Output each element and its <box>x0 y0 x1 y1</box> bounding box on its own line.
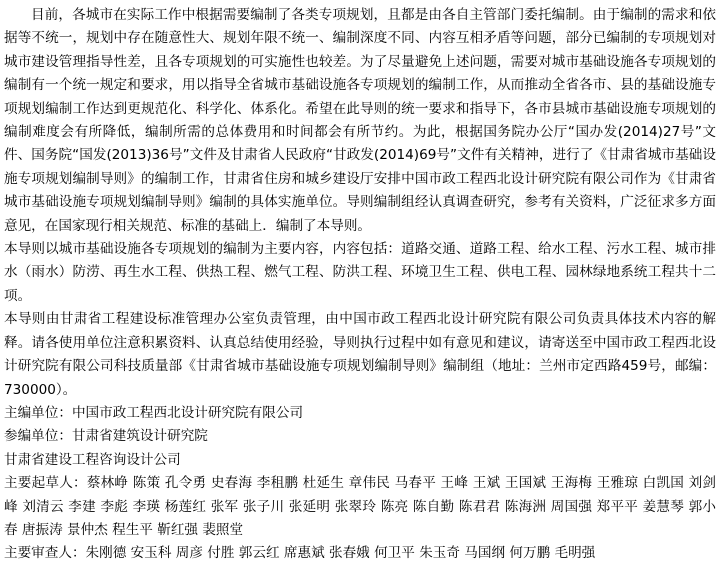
chief-editor-unit: 主编单位：中国市政工程西北设计研究院有限公司 <box>4 404 304 421</box>
main-drafters: 主要起草人：蔡林峥 陈策 孔令勇 史春海 李租鹏 杜延生 章伟民 马春平 王峰 王斌 王国斌 王海梅 王雅琼 白凯国 刘剑峰 刘清云 李建 李彪 李瑛 杨莲红 张军 张子川 张延明 张翠玲 陈亮 陈自勤 陈君君 陈海洲 周国强 郑平平 姜慧琴 郭小春 唐振涛 景仲杰 程生平 靳红强 裴照堂 <box>4 475 716 538</box>
participating-unit: 参编单位：甘肃省建筑设计研究院 <box>4 428 208 445</box>
scope-paragraph: 本导则以城市基础设施各专项规划的编制为主要内容，内容包括：道路交通、道路工程、给水工程、污水工程、城市排水（雨水）防涝、再生水工程、供热工程、燃气工程、防洪工程、环境卫生工程、供电工程、园林绿地系统工程共十二项。 <box>4 241 716 304</box>
main-reviewers: 主要审查人：朱刚德 安玉科 周彦 付胜 郭云红 席惠斌 张春娥 何卫平 朱玉奇 马国纲 何万鹏 毛明强 <box>4 545 596 562</box>
management-paragraph: 本导则由甘肃省工程建设标准管理办公室负责管理，由中国市政工程西北设计研究院有限公司负责具体技术内容的解释。请各使用单位注意积累资料、认真总结使用经验，导则执行过程中如有意见和建议，请寄送至中国市政工程西北设计研究院有限公司科技质量部《甘肃省城市基础设施专项规划编制导则》编制组（地址：兰州市定西路459号，邮编：730000）。 <box>4 311 716 398</box>
intro-paragraph: 目前，各城市在实际工作中根据需要编制了各类专项规划，且都是由各自主管部门委托编制。由于编制的需求和依据等不统一，规划中存在随意性大、规划年限不统一、编制深度不同、内容互相矛盾等问题，部分已编制的专项规划对城市建设管理指导性差，且各专项规划的可实施性也较差。为了尽量避免上述问题，需要对城市基础设施各专项规划的编制有一个统一规定和要求，用以指导全省城市基础设施各专项规划的编制工作，从而推动全省各市、县的基础设施专项规划编制工作达到更规范化、科学化、体系化。希望在此导则的统一要求和指导下，各市县城市基础设施专项规划的编制难度会有所降低，编制所需的总体费用和时间都会有所节约。为此，根据国务院办公厅“国办发(2014)27号”文件、国务院“国发(2013)36号”文件及甘肃省人民政府“甘政发(2014)69号”文件有关精神，进行了《甘肃省城市基础设施专项规划编制导则》的编制工作，甘肃省住房和城乡建设厅安排中国市政工程西北设计研究院有限公司作为《甘肃省城市基础设施专项规划编制导则》编制的具体实施单位。导则编制组经认真调查研究，参考有关资料，广泛征求多方面意见，在国家现行相关规范、标准的基础上．编制了本导则。 <box>4 7 716 234</box>
participating-unit-2: 甘肃省建设工程咨询设计公司 <box>4 451 181 468</box>
